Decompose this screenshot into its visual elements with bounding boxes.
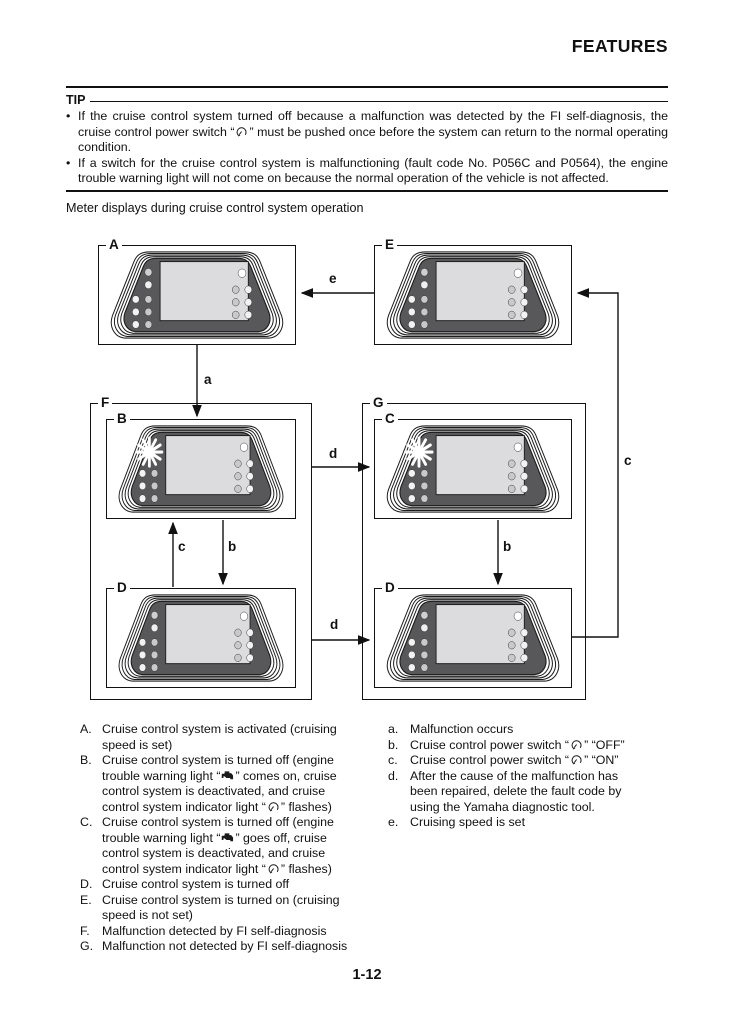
cruise-control-icon [267,801,280,812]
cruise-control-icon [570,739,583,750]
tip-label: TIP [66,93,86,107]
cruise-control-icon [570,754,583,765]
legend-item [80,924,388,940]
meter-display-d-right [383,592,563,684]
meter-box-a [98,237,296,345]
legend-item [388,815,668,831]
tip-bullet-text: If a switch for the cruise control system is malfunctioning (fault code No. P056C and P0564), the engine trouble warning light will not come on because the normal operation of the vehicle is not affected. [78,155,668,186]
legend-item-key: E. [80,892,92,907]
arrow-label-b-left: b [228,539,237,554]
page-title: FEATURES [571,36,668,56]
legend-item-key: B. [80,753,92,767]
legend-item-text: Malfunction occurs [410,722,514,736]
legend-right [388,722,668,955]
meter-display-c [383,423,563,515]
legend-item-key: d. [388,768,399,783]
legend-item-key: F. [80,923,90,938]
legend-item-text: Cruise control system is turned on (cruising speed is not set) [102,892,340,922]
bullet-mark: • [66,155,71,170]
meter-display-d-left [115,592,287,684]
group-label-f: F [98,395,112,411]
legend-item [80,753,388,815]
legend-item [388,769,668,816]
legend-item-text: Cruise control system is turned off (engine trouble warning light “ ” comes on, cruise control system is deactivated, and cruise control system indicator light “ ” flashes) [102,753,337,814]
arrow-label-c-up: c [178,539,186,554]
bullet-mark: • [66,109,71,123]
arrow-label-c-long: c [624,453,632,468]
legend-item-text: Cruising speed is set [410,815,526,829]
legend-item [80,939,388,955]
node-label-b: B [114,411,130,427]
legend-item [388,738,668,754]
legend-item-text: Malfunction detected by FI self-diagnosis [102,923,327,938]
arrow-label-d-top: d [329,446,338,461]
legend-item-text: Malfunction not detected by FI self-diagnosis [102,939,348,953]
legend-item [80,815,388,877]
legend-item-text: Cruise control system is turned off (engine trouble warning light “ ” goes off, cruise control system is deactivated, and cruise control system indicator light “ ” flashes) [102,815,334,876]
legend-item-key: C. [80,815,93,829]
node-label-e: E [382,237,397,253]
meter-box-b [106,411,296,519]
meter-display-e [383,249,563,341]
meter-display-b [115,423,287,515]
legend-item [80,893,388,924]
tip-bullet-list [66,109,668,187]
legend-item [80,877,388,893]
node-label-c: C [382,411,398,427]
legend-item-key: G. [80,939,94,953]
legend-item-text: Cruise control power switch “ ” “ON” [410,753,619,767]
legend-item-key: D. [80,877,93,891]
page-number: 1-12 [352,967,382,983]
legend-item-key: A. [80,722,92,736]
legend-item-text: Cruise control system is activated (cruising speed is set) [102,722,337,752]
legend-left [80,722,388,955]
tip-section [66,93,668,192]
legend-item [388,753,668,769]
node-label-d-left: D [114,580,130,596]
legend-item-text: Cruise control system is turned off [102,877,290,891]
tip-rule [90,101,668,103]
legend-section [80,722,668,955]
legend-item [388,722,668,738]
meter-state-diagram [66,228,668,710]
cruise-control-icon [267,863,280,874]
tip-bullet [66,156,668,187]
arrow-label-b-right: b [503,539,512,554]
legend-item [80,722,388,753]
legend-item-key: a. [388,722,399,736]
legend-item-key: e. [388,815,399,829]
legend-item-text: After the cause of the malfunction has been repaired, delete the fault code by using the Yamaha diagnostic tool. [410,768,622,814]
diagram-caption: Meter displays during cruise control system operation [66,201,364,215]
meter-box-d-right [374,580,572,688]
tip-bullet [66,109,668,156]
engine-warning-icon [221,770,234,781]
legend-item-text: Cruise control power switch “ ” “OFF” [410,737,625,752]
arrow-label-d-bottom: d [330,617,339,632]
arrow-label-e: e [329,271,337,286]
meter-display-a [107,249,287,341]
node-label-d-right: D [382,580,398,596]
meter-box-d-left [106,580,296,688]
node-label-a: A [106,237,122,253]
tip-header [66,93,668,107]
arrow-label-a: a [204,372,212,387]
meter-box-c [374,411,572,519]
meter-box-e [374,237,572,345]
engine-warning-icon [221,832,234,843]
legend-item-key: b. [388,737,399,752]
legend-item-key: c. [388,753,398,767]
cruise-control-icon [235,126,248,137]
group-label-g: G [370,395,387,411]
tip-bullet-text: If the cruise control system turned off because a malfunction was detected by the FI self-diagnosis, the cruise control power switch “ ” must be pushed once before the system can return to the normal operating condition. [78,109,669,155]
header-rule [66,86,668,88]
tip-bottom-rule [66,190,668,192]
